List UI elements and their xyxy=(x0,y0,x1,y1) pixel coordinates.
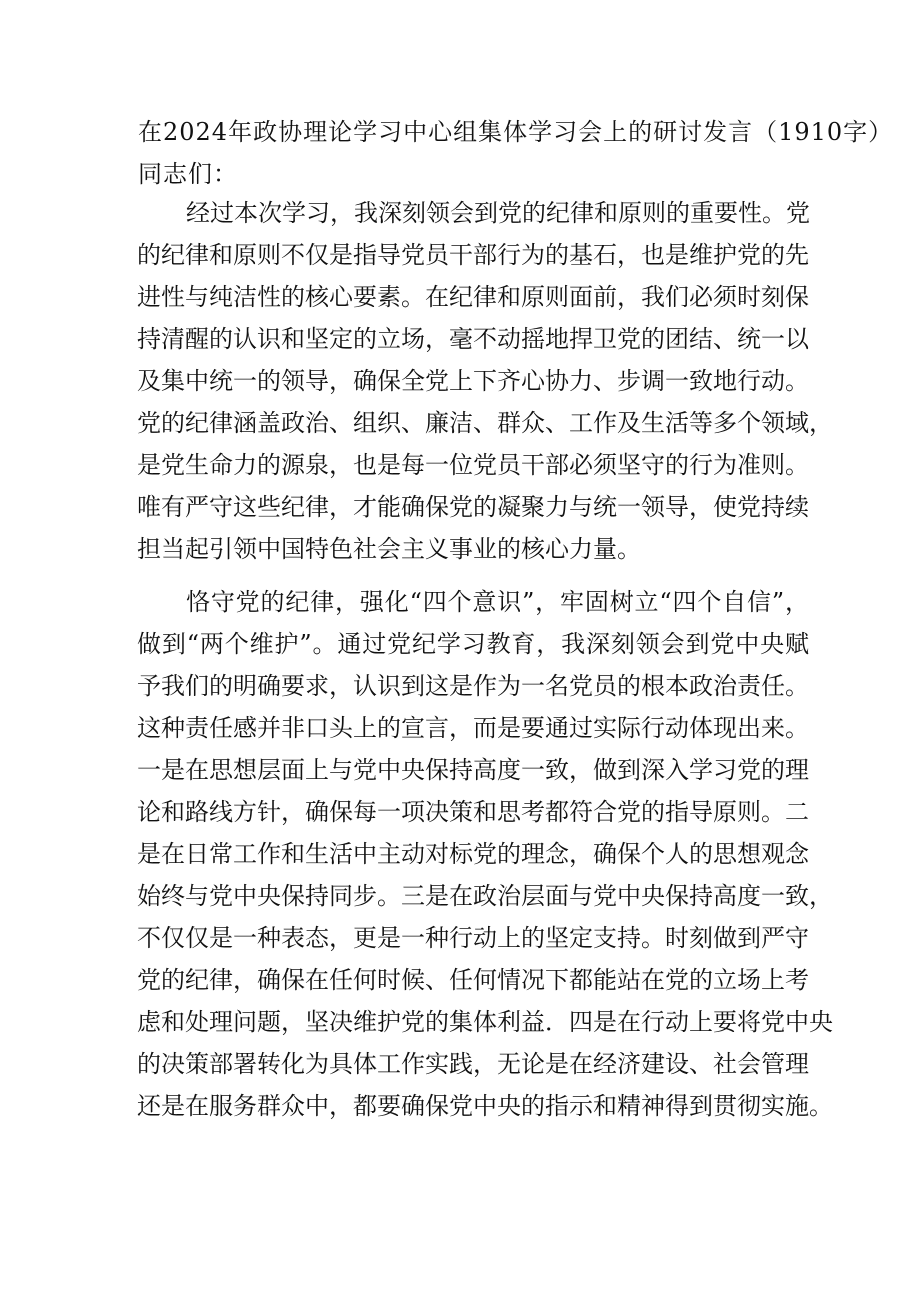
text-line: 虑和处理问题，坚决维护党的集体利益．四是在行动上要将党中央 xyxy=(137,1008,833,1036)
greeting: 同志们： xyxy=(138,160,238,188)
text-line: 恪守党的纪律，强化“四个意识”，牢固树立“四个自信”， xyxy=(186,588,809,616)
text-line: 予我们的明确要求，认识到这是作为一名党员的根本政治责任。 xyxy=(137,672,809,700)
text-line: 是在日常工作和生活中主动对标党的理念，确保个人的思想观念 xyxy=(137,840,809,868)
text-line: 做到“两个维护”。通过党纪学习教育，我深刻领会到党中央赋 xyxy=(137,630,809,658)
text-line: 经过本次学习，我深刻领会到党的纪律和原则的重要性。党 xyxy=(186,199,810,227)
text-line: 不仅仅是一种表态，更是一种行动上的坚定支持。时刻做到严守 xyxy=(137,924,809,952)
text-line: 论和路线方针，确保每一项决策和思考都符合党的指导原则。二 xyxy=(137,798,809,826)
text-line: 这种责任感并非口头上的宣言，而是要通过实际行动体现出来。 xyxy=(137,714,809,742)
document-title: 在2024年政协理论学习中心组集体学习会上的研讨发言（1910字） xyxy=(138,118,894,146)
text-line: 唯有严守这些纪律，才能确保党的凝聚力与统一领导，使党持续 xyxy=(137,493,809,521)
text-line: 进性与纯洁性的核心要素。在纪律和原则面前，我们必须时刻保 xyxy=(137,283,809,311)
text-line: 的纪律和原则不仅是指导党员干部行为的基石，也是维护党的先 xyxy=(137,241,809,269)
text-line: 党的纪律，确保在任何时候、任何情况下都能站在党的立场上考 xyxy=(137,966,809,994)
text-line: 的决策部署转化为具体工作实践，无论是在经济建设、社会管理 xyxy=(137,1050,809,1078)
text-line: 担当起引领中国特色社会主义事业的核心力量。 xyxy=(137,535,641,563)
text-line: 及集中统一的领导，确保全党上下齐心协力、步调一致地行动。 xyxy=(137,367,809,395)
text-line: 始终与党中央保持同步。三是在政治层面与党中央保持高度一致， xyxy=(137,882,833,910)
text-line: 是党生命力的源泉，也是每一位党员干部必须坚守的行为准则。 xyxy=(137,451,809,479)
text-line: 持清醒的认识和坚定的立场，毫不动摇地捍卫党的团结、统一以 xyxy=(137,325,809,353)
text-line: 还是在服务群众中，都要确保党中央的指示和精神得到贯彻实施。 xyxy=(137,1092,833,1120)
text-line: 党的纪律涵盖政治、组织、廉洁、群众、工作及生活等多个领域， xyxy=(137,409,833,437)
text-line: 一是在思想层面上与党中央保持高度一致，做到深入学习党的理 xyxy=(137,756,809,784)
